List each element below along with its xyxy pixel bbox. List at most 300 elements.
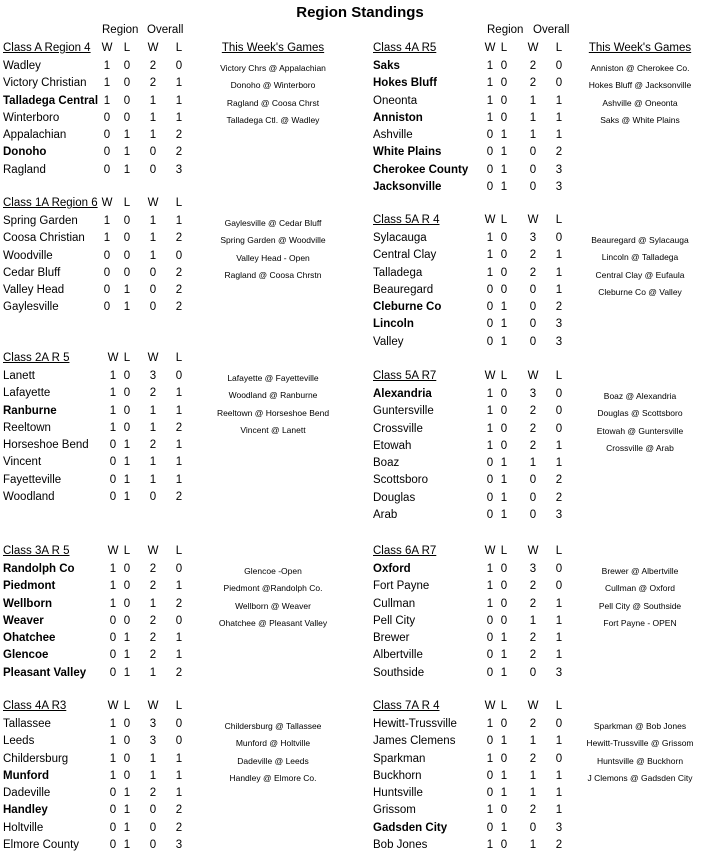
games-header: This Week's Games — [221, 42, 325, 54]
team-name: Lincoln — [373, 318, 414, 331]
stat-w: 0 — [486, 301, 494, 314]
stat-w: 1 — [486, 804, 494, 817]
stat-ol: 2 — [175, 666, 183, 679]
stat-ol: 1 — [175, 94, 183, 107]
stat-w: 0 — [103, 146, 111, 159]
stat-ol: 1 — [555, 94, 563, 107]
stat-l: 0 — [500, 77, 508, 90]
section-name: Class 4A R3 — [3, 700, 67, 712]
column-header-ol: L — [555, 370, 563, 382]
team-name: Glencoe — [3, 649, 49, 662]
game-entry: Central Clay @ Eufaula — [595, 269, 685, 280]
stat-w: 1 — [486, 111, 494, 124]
game-entry: Saks @ White Plains — [600, 114, 680, 125]
stat-w: 1 — [486, 60, 494, 72]
stat-l: 1 — [500, 821, 508, 834]
column-header-ow: W — [147, 197, 159, 209]
column-header-ol: L — [555, 700, 563, 712]
stat-ow: 2 — [149, 787, 157, 800]
game-entry: Glencoe -Open — [244, 566, 302, 576]
stat-ow: 3 — [529, 388, 537, 400]
stat-l: 0 — [500, 405, 508, 418]
stat-l: 0 — [500, 111, 508, 124]
stat-l: 0 — [500, 94, 508, 107]
column-header-l: L — [123, 352, 131, 364]
stat-w: 1 — [486, 580, 494, 593]
stat-ow: 2 — [149, 60, 157, 72]
stat-l: 1 — [500, 301, 508, 314]
column-header-ow: W — [147, 700, 159, 712]
game-entry: Ragland @ Coosa Chrstn — [224, 269, 322, 280]
stat-ow: 1 — [149, 129, 157, 142]
stat-ow: 0 — [529, 474, 537, 487]
team-name: Alexandria — [373, 388, 432, 400]
column-header-l: L — [123, 197, 131, 209]
game-entry: Donoho @ Winterboro — [230, 80, 316, 91]
stat-l: 0 — [123, 614, 131, 627]
game-entry: Vincent @ Lanett — [240, 424, 306, 435]
stat-w: 1 — [486, 388, 494, 400]
stat-w: 1 — [109, 563, 117, 575]
team-name: Piedmont — [3, 580, 56, 593]
stat-ol: 2 — [555, 491, 563, 504]
stat-ol: 2 — [175, 491, 183, 504]
stat-ow: 1 — [149, 456, 157, 469]
game-entry: Huntsville @ Buckhorn — [596, 755, 684, 766]
stat-ol: 3 — [555, 335, 563, 348]
stat-w: 0 — [109, 839, 117, 852]
stat-ol: 2 — [175, 266, 183, 279]
stat-w: 1 — [109, 597, 117, 610]
stat-ol: 1 — [555, 457, 563, 470]
game-entry: Lincoln @ Talladega — [601, 252, 679, 263]
stat-l: 1 — [123, 473, 131, 486]
stat-l: 1 — [123, 456, 131, 469]
stat-l: 0 — [500, 597, 508, 610]
stat-ow: 2 — [149, 563, 157, 575]
stat-ow: 2 — [529, 439, 537, 452]
stat-ow: 0 — [529, 318, 537, 331]
team-name: Cleburne Co — [373, 301, 442, 314]
column-header-l: L — [123, 700, 131, 712]
stat-ow: 2 — [529, 266, 537, 279]
section-name: Class 7A R 4 — [373, 700, 440, 712]
overall-col-header-left: Overall — [147, 24, 184, 36]
game-entry: Etowah @ Guntersville — [596, 425, 684, 436]
stat-ol: 1 — [555, 787, 563, 800]
stat-ow: 0 — [529, 301, 537, 314]
stat-l: 1 — [123, 301, 131, 314]
team-name: Buckhorn — [373, 769, 422, 782]
stat-l: 0 — [123, 387, 131, 400]
team-name: Southside — [373, 666, 425, 679]
team-name: Donoho — [3, 146, 47, 159]
column-header-ow: W — [527, 545, 539, 557]
stat-ol: 1 — [175, 404, 183, 417]
team-name: Tallassee — [3, 718, 51, 730]
game-entry: Lafayette @ Fayetteville — [227, 373, 319, 383]
stat-ol: 1 — [555, 597, 563, 610]
stat-ol: 1 — [175, 387, 183, 400]
stat-ol: 1 — [555, 735, 563, 748]
stat-ol: 0 — [175, 563, 183, 575]
team-name: Talladega — [373, 266, 423, 279]
stat-ol: 2 — [175, 146, 183, 159]
stat-l: 0 — [123, 580, 131, 593]
team-name: Oxford — [373, 563, 411, 575]
column-header-ol: L — [175, 352, 183, 364]
team-name: Spring Garden — [3, 215, 78, 227]
column-header-w: W — [484, 42, 496, 54]
stat-w: 0 — [109, 439, 117, 452]
stat-l: 1 — [500, 163, 508, 176]
stat-ol: 3 — [555, 821, 563, 834]
team-name: Cherokee County — [373, 163, 469, 176]
stat-ow: 0 — [149, 301, 157, 314]
column-header-ow: W — [527, 370, 539, 382]
stat-ow: 2 — [149, 649, 157, 662]
team-name: Woodland — [3, 491, 55, 504]
stat-w: 1 — [109, 404, 117, 417]
stat-ow: 1 — [149, 232, 157, 245]
stat-w: 0 — [486, 649, 494, 662]
stat-w: 1 — [486, 752, 494, 765]
stat-w: 0 — [109, 787, 117, 800]
stat-w: 1 — [486, 249, 494, 262]
stat-ol: 2 — [175, 301, 183, 314]
stat-ow: 2 — [529, 632, 537, 645]
column-header-ow: W — [147, 545, 159, 557]
team-name: Cedar Bluff — [3, 266, 61, 279]
stat-ol: 2 — [175, 129, 183, 142]
game-entry: Gaylesville @ Cedar Bluff — [224, 218, 322, 228]
stat-w: 0 — [486, 787, 494, 800]
team-name: Sylacauga — [373, 232, 427, 244]
stat-w: 0 — [486, 474, 494, 487]
team-name: Appalachian — [3, 129, 67, 142]
team-name: Randolph Co — [3, 563, 75, 575]
stat-ow: 0 — [149, 266, 157, 279]
stat-l: 1 — [500, 335, 508, 348]
column-header-w: W — [484, 214, 496, 226]
team-name: Horseshoe Bend — [3, 439, 89, 452]
stat-l: 0 — [123, 111, 131, 124]
stat-w: 1 — [109, 370, 117, 382]
team-name: Sparkman — [373, 752, 426, 765]
game-entry: Fort Payne - OPEN — [603, 617, 677, 628]
stat-ow: 2 — [529, 405, 537, 418]
team-name: Central Clay — [373, 249, 437, 262]
game-entry: Victory Chrs @ Appalachian — [220, 63, 326, 73]
stat-l: 0 — [123, 370, 131, 382]
region-col-header-right: Region — [487, 24, 524, 36]
stat-ow: 0 — [149, 491, 157, 504]
stat-l: 0 — [123, 563, 131, 575]
stat-l: 0 — [500, 60, 508, 72]
team-name: Boaz — [373, 457, 400, 470]
column-header-w: W — [101, 197, 113, 209]
stat-l: 1 — [123, 146, 131, 159]
stat-ol: 1 — [555, 129, 563, 142]
stat-w: 0 — [109, 491, 117, 504]
stat-l: 1 — [500, 787, 508, 800]
stat-ol: 1 — [175, 787, 183, 800]
stat-ow: 1 — [529, 769, 537, 782]
team-name: Valley — [373, 335, 404, 348]
overall-col-header-right: Overall — [533, 24, 570, 36]
stat-l: 0 — [123, 249, 131, 262]
team-name: Ohatchee — [3, 632, 56, 645]
stat-l: 0 — [123, 718, 131, 730]
section-name: Class A Region 4 — [3, 42, 91, 54]
stat-ow: 0 — [149, 839, 157, 852]
stat-w: 0 — [486, 491, 494, 504]
stat-l: 0 — [500, 232, 508, 244]
stat-l: 0 — [500, 563, 508, 575]
stat-ol: 0 — [555, 232, 563, 244]
stat-ol: 1 — [175, 769, 183, 782]
stat-ol: 1 — [175, 456, 183, 469]
stat-ow: 1 — [529, 129, 537, 142]
stat-l: 0 — [500, 614, 508, 627]
stat-ol: 3 — [555, 509, 563, 522]
region-col-header-left: Region — [102, 24, 139, 36]
team-name: Coosa Christian — [3, 232, 85, 245]
stat-w: 1 — [486, 77, 494, 90]
game-entry: Woodland @ Ranburne — [228, 390, 318, 401]
stat-ol: 1 — [175, 580, 183, 593]
team-name: Huntsville — [373, 787, 423, 800]
game-entry: Handley @ Elmore Co. — [229, 772, 317, 783]
stat-ol: 3 — [555, 666, 563, 679]
stat-ow: 0 — [529, 181, 537, 194]
stat-ow: 0 — [149, 146, 157, 159]
stat-w: 0 — [486, 318, 494, 331]
stat-ow: 3 — [529, 563, 537, 575]
team-name: Winterboro — [3, 111, 60, 124]
stat-ol: 0 — [555, 405, 563, 418]
team-name: Childersburg — [3, 752, 69, 765]
stat-w: 0 — [486, 666, 494, 679]
stat-ow: 1 — [149, 94, 157, 107]
game-entry: Ohatchee @ Pleasant Valley — [218, 617, 328, 628]
stat-l: 0 — [123, 266, 131, 279]
stat-ow: 2 — [529, 60, 537, 72]
game-entry: Brewer @ Albertville — [601, 566, 679, 576]
game-entry: Reeltown @ Horseshoe Bend — [216, 407, 330, 418]
stat-l: 0 — [123, 421, 131, 434]
team-name: Gadsden City — [373, 821, 448, 834]
game-entry: Boaz @ Alexandria — [603, 391, 677, 401]
team-name: Holtville — [3, 821, 44, 834]
stat-ol: 1 — [175, 473, 183, 486]
stat-w: 0 — [486, 614, 494, 627]
stat-w: 0 — [486, 632, 494, 645]
game-entry: Valley Head - Open — [236, 252, 310, 263]
stat-w: 1 — [486, 718, 494, 730]
stat-ow: 0 — [529, 163, 537, 176]
game-entry: Spring Garden @ Woodville — [220, 235, 326, 246]
games-header: This Week's Games — [588, 42, 692, 54]
column-header-w: W — [107, 545, 119, 557]
stat-ow: 2 — [529, 752, 537, 765]
column-header-ow: W — [527, 700, 539, 712]
game-entry: Pell City @ Southside — [598, 600, 682, 611]
stat-ol: 2 — [555, 474, 563, 487]
stat-l: 0 — [123, 94, 131, 107]
stat-l: 1 — [123, 839, 131, 852]
stat-l: 1 — [123, 632, 131, 645]
stat-ow: 3 — [149, 718, 157, 730]
stat-w: 1 — [109, 421, 117, 434]
stat-l: 1 — [500, 769, 508, 782]
stat-l: 1 — [123, 821, 131, 834]
team-name: Dadeville — [3, 787, 51, 800]
game-entry: Douglas @ Scottsboro — [597, 408, 683, 419]
team-name: Hewitt-Trussville — [373, 718, 457, 730]
team-name: Lafayette — [3, 387, 51, 400]
stat-ow: 2 — [149, 632, 157, 645]
stat-ow: 1 — [149, 769, 157, 782]
stat-ow: 1 — [529, 457, 537, 470]
stat-ow: 2 — [149, 439, 157, 452]
column-header-w: W — [484, 700, 496, 712]
stat-ol: 0 — [555, 563, 563, 575]
stat-ol: 2 — [555, 301, 563, 314]
stat-ow: 2 — [149, 77, 157, 90]
stat-w: 0 — [103, 163, 111, 176]
stat-w: 0 — [103, 129, 111, 142]
column-header-ol: L — [175, 197, 183, 209]
stat-ow: 0 — [529, 821, 537, 834]
stat-ol: 3 — [555, 318, 563, 331]
team-name: Albertville — [373, 649, 423, 662]
team-name: Talladega Central — [3, 94, 99, 107]
game-entry: Wellborn @ Weaver — [235, 600, 311, 611]
stat-l: 0 — [500, 439, 508, 452]
stat-ol: 2 — [175, 284, 183, 297]
column-header-ol: L — [175, 545, 183, 557]
stat-l: 0 — [500, 804, 508, 817]
team-name: Handley — [3, 804, 48, 817]
stat-w: 1 — [103, 232, 111, 245]
stat-w: 1 — [109, 580, 117, 593]
game-entry: Anniston @ Cherokee Co. — [590, 63, 690, 73]
stat-w: 1 — [109, 752, 117, 765]
stat-l: 0 — [500, 839, 508, 852]
stat-w: 0 — [486, 129, 494, 142]
stat-ow: 2 — [529, 804, 537, 817]
stat-l: 1 — [500, 632, 508, 645]
team-name: Beauregard — [373, 283, 434, 296]
section-name: Class 5A R7 — [373, 370, 437, 382]
column-header-l: L — [123, 545, 131, 557]
stat-w: 1 — [486, 94, 494, 107]
stat-w: 1 — [486, 422, 494, 435]
stat-ol: 0 — [555, 60, 563, 72]
stat-ol: 0 — [555, 388, 563, 400]
stat-l: 1 — [500, 666, 508, 679]
game-entry: Hewitt-Trussville @ Grissom — [586, 738, 694, 749]
stat-l: 0 — [123, 769, 131, 782]
game-entry: Crossville @ Arab — [606, 442, 674, 453]
game-entry: J Clemons @ Gadsden City — [587, 772, 693, 783]
stat-ol: 1 — [555, 439, 563, 452]
stat-ow: 2 — [149, 387, 157, 400]
team-name: Saks — [373, 60, 400, 72]
stat-ol: 3 — [175, 839, 183, 852]
stat-w: 0 — [103, 249, 111, 262]
stat-l: 1 — [500, 146, 508, 159]
stat-l: 0 — [500, 266, 508, 279]
team-name: Wadley — [3, 60, 41, 72]
stat-l: 0 — [500, 718, 508, 730]
game-entry: Childersburg @ Tallassee — [224, 721, 322, 731]
column-header-l: L — [500, 214, 508, 226]
team-name: Woodville — [3, 249, 53, 262]
stat-ow: 2 — [529, 249, 537, 262]
stat-w: 0 — [103, 284, 111, 297]
team-name: Cullman — [373, 597, 416, 610]
stat-ow: 1 — [149, 597, 157, 610]
stat-ow: 1 — [149, 249, 157, 262]
stat-ow: 2 — [149, 614, 157, 627]
page-title: Region Standings — [296, 4, 424, 21]
stat-l: 1 — [500, 129, 508, 142]
game-entry: Munford @ Holtville — [235, 738, 311, 749]
stat-ow: 2 — [529, 718, 537, 730]
stat-l: 1 — [500, 181, 508, 194]
column-header-w: W — [107, 700, 119, 712]
stat-l: 0 — [500, 249, 508, 262]
stat-w: 1 — [103, 60, 111, 72]
stat-ow: 1 — [529, 735, 537, 748]
stat-w: 1 — [486, 232, 494, 244]
section-name: Class 6A R7 — [373, 545, 437, 557]
stat-ol: 1 — [555, 111, 563, 124]
stat-w: 0 — [486, 146, 494, 159]
stat-ol: 0 — [175, 735, 183, 748]
team-name: Anniston — [373, 111, 423, 124]
stat-l: 1 — [123, 284, 131, 297]
stat-l: 1 — [123, 163, 131, 176]
team-name: Ragland — [3, 163, 46, 176]
stat-ol: 0 — [175, 249, 183, 262]
stat-ol: 0 — [175, 614, 183, 627]
section-name: Class 4A R5 — [373, 42, 437, 54]
stat-ow: 1 — [149, 404, 157, 417]
column-header-w: W — [484, 545, 496, 557]
game-entry: Cullman @ Oxford — [604, 583, 676, 594]
stat-l: 1 — [123, 804, 131, 817]
stat-w: 1 — [486, 266, 494, 279]
stat-ow: 0 — [149, 804, 157, 817]
stat-w: 0 — [486, 821, 494, 834]
stat-w: 1 — [109, 387, 117, 400]
stat-ol: 2 — [175, 804, 183, 817]
stat-l: 1 — [500, 735, 508, 748]
game-entry: Hokes Bluff @ Jacksonville — [588, 80, 692, 91]
column-header-w: W — [484, 370, 496, 382]
stat-w: 0 — [486, 163, 494, 176]
stat-w: 1 — [486, 597, 494, 610]
stat-ol: 0 — [555, 422, 563, 435]
stat-ow: 0 — [529, 335, 537, 348]
stat-ow: 2 — [149, 580, 157, 593]
stat-w: 0 — [109, 456, 117, 469]
stat-w: 0 — [109, 614, 117, 627]
stat-ol: 2 — [175, 597, 183, 610]
